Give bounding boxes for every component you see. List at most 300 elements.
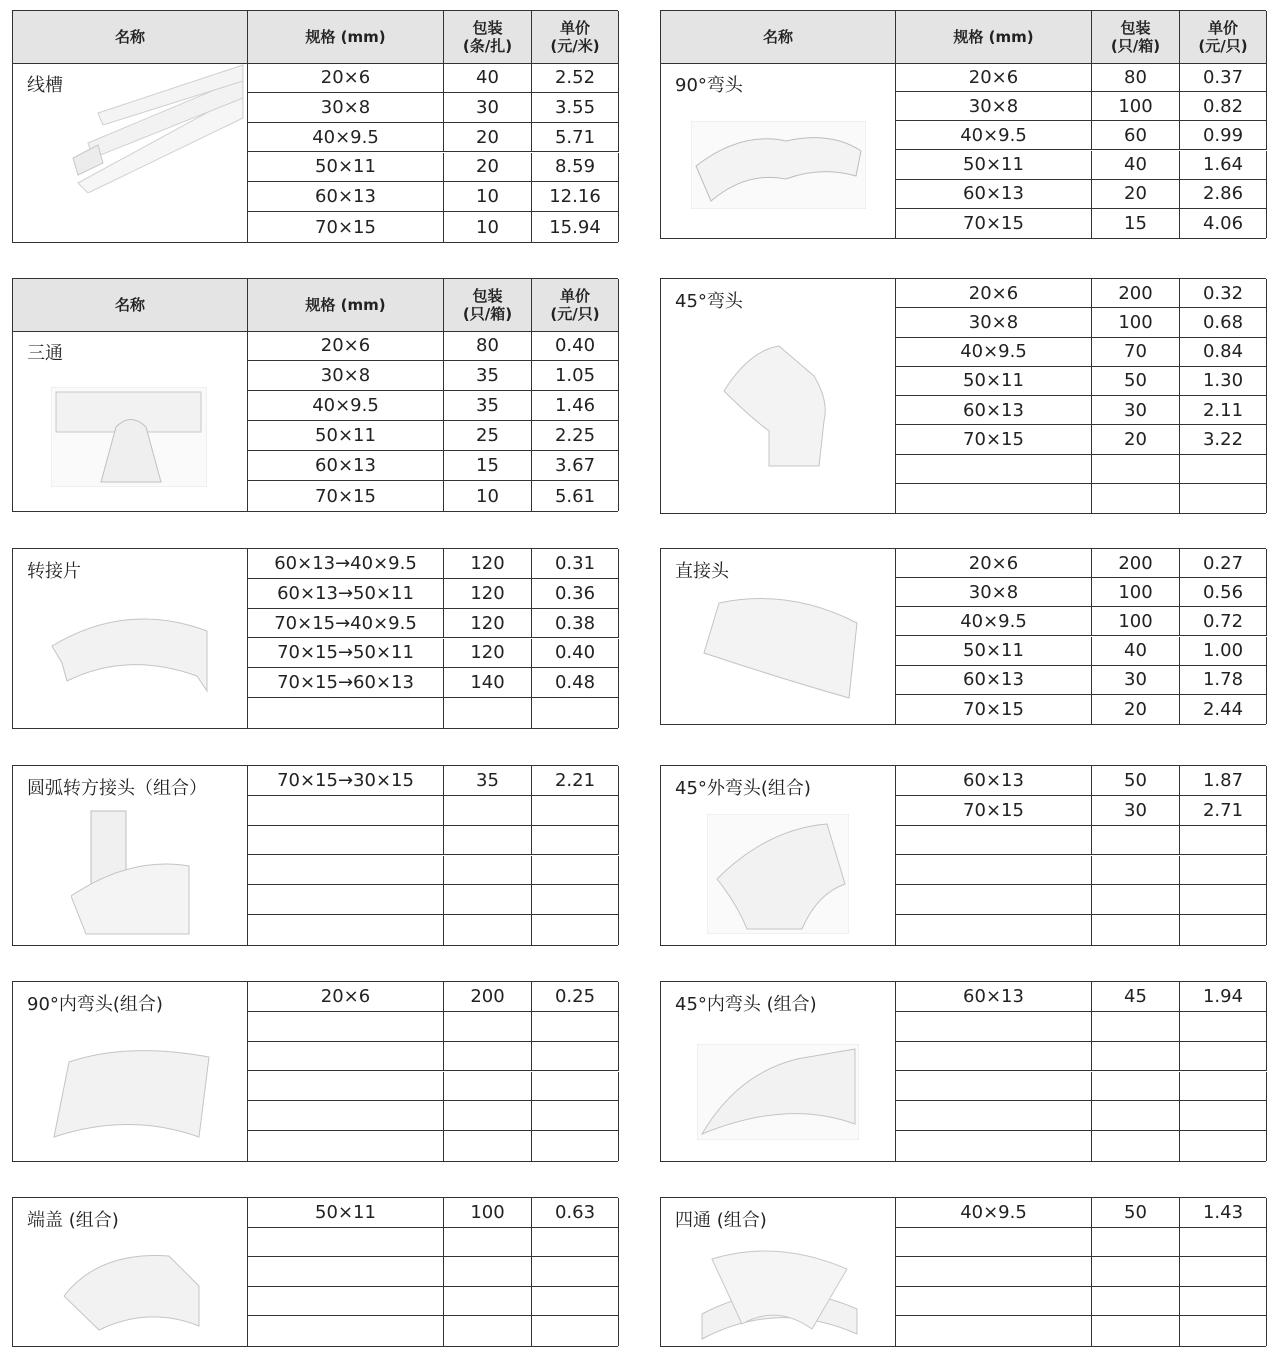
price-cell bbox=[1180, 1228, 1267, 1257]
spec-cell bbox=[896, 1257, 1092, 1286]
trunking-image bbox=[68, 63, 248, 193]
price-cell: 0.68 bbox=[1180, 308, 1267, 336]
pack-cell: 200 bbox=[1092, 279, 1180, 307]
spec-cell bbox=[248, 856, 444, 885]
spec-cell: 40×9.5 bbox=[896, 121, 1092, 149]
price-cell: 1.78 bbox=[1180, 666, 1267, 694]
price-cell bbox=[1180, 856, 1267, 885]
rows bbox=[248, 63, 619, 242]
table-row bbox=[896, 1101, 1267, 1131]
table-row bbox=[896, 367, 1267, 396]
spec-cell: 60×13 bbox=[896, 180, 1092, 208]
pack-cell bbox=[444, 1257, 532, 1286]
spec-cell: 40×9.5 bbox=[248, 391, 444, 420]
spec-cell bbox=[248, 796, 444, 825]
price-cell: 0.48 bbox=[532, 668, 619, 697]
price-cell: 0.84 bbox=[1180, 338, 1267, 366]
header-pack: 包装 (只/箱) bbox=[444, 279, 532, 331]
rows bbox=[248, 982, 619, 1161]
pack-cell bbox=[444, 1287, 532, 1316]
spec-cell bbox=[896, 1101, 1092, 1130]
price-cell: 2.11 bbox=[1180, 396, 1267, 424]
table-row bbox=[896, 1228, 1267, 1258]
table-row bbox=[896, 1287, 1267, 1317]
price-cell bbox=[532, 1072, 619, 1101]
price-cell bbox=[532, 1287, 619, 1316]
pack-cell: 30 bbox=[1092, 796, 1180, 825]
header-price: 单价 (元/只) bbox=[532, 279, 619, 331]
price-cell bbox=[1180, 1287, 1267, 1316]
pack-cell bbox=[444, 826, 532, 855]
pack-cell bbox=[1092, 1072, 1180, 1101]
rows bbox=[896, 63, 1267, 238]
table-row bbox=[896, 856, 1267, 886]
spec-cell: 30×8 bbox=[896, 308, 1092, 336]
price-cell bbox=[1180, 484, 1267, 513]
price-cell bbox=[1180, 826, 1267, 855]
product-name: 四通 (组合) bbox=[675, 1210, 767, 1231]
table-45-inner-elbow bbox=[660, 981, 1266, 1162]
pack-cell bbox=[1092, 1228, 1180, 1257]
table-header bbox=[13, 11, 619, 64]
arc-to-square-image bbox=[71, 806, 191, 936]
pack-cell: 100 bbox=[1092, 607, 1180, 635]
table-row bbox=[896, 1257, 1267, 1287]
price-cell: 2.71 bbox=[1180, 796, 1267, 825]
price-cell bbox=[532, 1228, 619, 1257]
price-cell: 0.56 bbox=[1180, 578, 1267, 606]
pack-cell bbox=[1092, 1012, 1180, 1041]
price-cell bbox=[532, 1042, 619, 1071]
price-cell: 4.06 bbox=[1180, 209, 1267, 238]
table-row bbox=[896, 885, 1267, 915]
table-adapter-piece bbox=[12, 548, 618, 729]
table-row bbox=[248, 212, 619, 242]
table-row bbox=[896, 915, 1267, 945]
product-name: 端盖 (组合) bbox=[27, 1210, 119, 1231]
spec-cell: 30×8 bbox=[896, 578, 1092, 606]
table-row bbox=[896, 796, 1267, 826]
pack-cell: 120 bbox=[444, 549, 532, 578]
spec-cell bbox=[248, 915, 444, 945]
pack-cell: 35 bbox=[444, 766, 532, 795]
pack-cell bbox=[444, 1101, 532, 1130]
pack-cell: 45 bbox=[1092, 982, 1180, 1011]
price-cell: 3.22 bbox=[1180, 425, 1267, 453]
table-row bbox=[896, 209, 1267, 238]
pack-cell bbox=[444, 1228, 532, 1257]
table-row bbox=[896, 1012, 1267, 1042]
spec-cell bbox=[248, 1101, 444, 1130]
spec-cell: 40×9.5 bbox=[896, 1198, 1092, 1227]
spec-cell bbox=[248, 1316, 444, 1346]
spec-cell bbox=[896, 1131, 1092, 1161]
table-row bbox=[248, 481, 619, 511]
table-row bbox=[248, 1072, 619, 1102]
spec-cell bbox=[248, 698, 444, 728]
table-row bbox=[248, 1316, 619, 1346]
spec-cell: 50×11 bbox=[896, 151, 1092, 179]
pack-cell: 20 bbox=[444, 123, 532, 152]
table-row bbox=[896, 1316, 1267, 1346]
price-cell bbox=[532, 1316, 619, 1346]
product-name: 90°内弯头(组合) bbox=[27, 994, 163, 1015]
table-row bbox=[248, 1042, 619, 1072]
price-cell bbox=[1180, 1101, 1267, 1130]
price-cell: 15.94 bbox=[532, 212, 619, 242]
pack-cell: 50 bbox=[1092, 1198, 1180, 1227]
table-row bbox=[896, 180, 1267, 209]
spec-cell: 70×15→30×15 bbox=[248, 766, 444, 795]
spec-cell bbox=[248, 1257, 444, 1286]
spec-cell: 40×9.5 bbox=[896, 607, 1092, 635]
table-row bbox=[248, 982, 619, 1012]
pack-cell: 70 bbox=[1092, 338, 1180, 366]
spec-cell: 60×13 bbox=[248, 451, 444, 480]
table-row bbox=[896, 826, 1267, 856]
table-row bbox=[248, 549, 619, 579]
pack-cell bbox=[444, 1131, 532, 1161]
table-row bbox=[248, 361, 619, 391]
price-cell: 0.82 bbox=[1180, 92, 1267, 120]
table-row bbox=[896, 1198, 1267, 1228]
spec-cell bbox=[896, 1316, 1092, 1346]
pack-cell: 40 bbox=[1092, 637, 1180, 665]
rows bbox=[896, 1198, 1267, 1346]
spec-cell bbox=[896, 1072, 1092, 1101]
pack-cell bbox=[444, 796, 532, 825]
price-cell bbox=[1180, 455, 1267, 483]
spec-cell: 60×13 bbox=[896, 396, 1092, 424]
price-cell: 0.40 bbox=[532, 639, 619, 668]
spec-cell: 50×11 bbox=[248, 1198, 444, 1227]
table-row bbox=[248, 63, 619, 93]
price-cell bbox=[1180, 1257, 1267, 1286]
pack-cell bbox=[1092, 1101, 1180, 1130]
table-row bbox=[248, 391, 619, 421]
rows bbox=[896, 279, 1267, 513]
table-row bbox=[896, 425, 1267, 454]
spec-cell: 20×6 bbox=[896, 279, 1092, 307]
pack-cell bbox=[1092, 455, 1180, 483]
product-name: 45°内弯头 (组合) bbox=[675, 994, 817, 1015]
rows bbox=[248, 549, 619, 728]
pack-cell: 15 bbox=[444, 451, 532, 480]
table-row bbox=[248, 451, 619, 481]
spec-cell bbox=[896, 915, 1092, 945]
table-row bbox=[896, 121, 1267, 150]
spec-cell: 70×15→40×9.5 bbox=[248, 609, 444, 638]
price-cell: 1.30 bbox=[1180, 367, 1267, 395]
spec-cell: 20×6 bbox=[896, 63, 1092, 91]
table-row bbox=[248, 885, 619, 915]
price-cell: 0.63 bbox=[532, 1198, 619, 1227]
pack-cell: 100 bbox=[444, 1198, 532, 1227]
price-cell: 2.86 bbox=[1180, 180, 1267, 208]
table-row bbox=[896, 766, 1267, 796]
spec-cell: 30×8 bbox=[248, 361, 444, 390]
pack-cell bbox=[444, 915, 532, 945]
name-cell bbox=[661, 982, 896, 1161]
spec-cell: 70×15 bbox=[248, 212, 444, 242]
table-row bbox=[248, 698, 619, 728]
pack-cell: 30 bbox=[1092, 666, 1180, 694]
header-name: 名称 bbox=[13, 279, 248, 331]
table-row bbox=[248, 1198, 619, 1228]
price-cell bbox=[1180, 915, 1267, 945]
product-name: 三通 bbox=[27, 343, 63, 364]
spec-cell: 20×6 bbox=[248, 63, 444, 92]
inner-elbow-90-image bbox=[49, 1042, 215, 1142]
table-row bbox=[248, 579, 619, 609]
pack-cell: 40 bbox=[1092, 151, 1180, 179]
pack-cell: 30 bbox=[1092, 396, 1180, 424]
price-cell bbox=[532, 885, 619, 914]
table-tee bbox=[12, 278, 618, 512]
pack-cell: 20 bbox=[444, 153, 532, 182]
pack-cell: 10 bbox=[444, 481, 532, 511]
price-cell: 0.27 bbox=[1180, 549, 1267, 577]
price-cell bbox=[532, 796, 619, 825]
header-name: 名称 bbox=[13, 11, 248, 63]
name-cell bbox=[661, 1198, 896, 1346]
pack-cell: 80 bbox=[1092, 63, 1180, 91]
table-header bbox=[661, 11, 1267, 64]
pack-cell: 25 bbox=[444, 421, 532, 450]
table-row bbox=[248, 639, 619, 669]
spec-cell: 50×11 bbox=[896, 367, 1092, 395]
pack-cell: 200 bbox=[1092, 549, 1180, 577]
pack-cell bbox=[444, 1012, 532, 1041]
price-cell bbox=[532, 826, 619, 855]
pack-cell bbox=[1092, 1316, 1180, 1346]
header-price: 单价 (元/米) bbox=[532, 11, 619, 63]
name-cell bbox=[661, 766, 896, 945]
outer-elbow-45-image bbox=[707, 814, 849, 934]
name-cell bbox=[13, 63, 248, 242]
spec-cell: 70×15 bbox=[896, 695, 1092, 724]
spec-cell: 20×6 bbox=[896, 549, 1092, 577]
adapter-piece-image bbox=[47, 601, 215, 696]
price-cell: 0.25 bbox=[532, 982, 619, 1011]
spec-cell: 60×13 bbox=[896, 982, 1092, 1011]
table-trunking bbox=[12, 10, 618, 243]
table-row bbox=[248, 1228, 619, 1258]
table-row bbox=[896, 982, 1267, 1012]
pack-cell: 30 bbox=[444, 93, 532, 122]
table-row bbox=[248, 766, 619, 796]
spec-cell bbox=[896, 484, 1092, 513]
pack-cell: 20 bbox=[1092, 180, 1180, 208]
price-cell: 1.94 bbox=[1180, 982, 1267, 1011]
spec-cell bbox=[896, 856, 1092, 885]
product-name: 45°弯头 bbox=[675, 291, 743, 312]
spec-cell: 70×15 bbox=[248, 481, 444, 511]
price-cell bbox=[1180, 1316, 1267, 1346]
rows bbox=[896, 549, 1267, 724]
pack-cell: 120 bbox=[444, 639, 532, 668]
spec-cell: 60×13 bbox=[896, 766, 1092, 795]
spec-cell bbox=[896, 885, 1092, 914]
pack-cell bbox=[1092, 1257, 1180, 1286]
product-name: 90°弯头 bbox=[675, 75, 743, 96]
price-cell: 0.99 bbox=[1180, 121, 1267, 149]
header-price: 单价 (元/只) bbox=[1180, 11, 1267, 63]
rows bbox=[248, 1198, 619, 1346]
rows bbox=[896, 982, 1267, 1161]
price-cell: 1.05 bbox=[532, 361, 619, 390]
spec-cell bbox=[896, 455, 1092, 483]
pack-cell: 20 bbox=[1092, 695, 1180, 724]
table-row bbox=[896, 396, 1267, 425]
rows bbox=[248, 766, 619, 945]
spec-cell: 60×13 bbox=[248, 182, 444, 211]
spec-cell bbox=[248, 826, 444, 855]
price-cell: 2.52 bbox=[532, 63, 619, 92]
rows bbox=[896, 766, 1267, 945]
price-cell bbox=[532, 1101, 619, 1130]
pack-cell bbox=[1092, 1131, 1180, 1161]
table-end-cap bbox=[12, 1197, 618, 1347]
price-cell: 1.46 bbox=[532, 391, 619, 420]
product-name: 圆弧转方接头（组合） bbox=[27, 778, 207, 799]
pack-cell: 35 bbox=[444, 391, 532, 420]
price-cell: 5.71 bbox=[532, 123, 619, 152]
table-row bbox=[896, 666, 1267, 695]
price-cell: 0.38 bbox=[532, 609, 619, 638]
pack-cell bbox=[1092, 1042, 1180, 1071]
pack-cell: 100 bbox=[1092, 578, 1180, 606]
pack-cell: 15 bbox=[1092, 209, 1180, 238]
table-row bbox=[896, 92, 1267, 121]
spec-cell: 70×15 bbox=[896, 796, 1092, 825]
table-row bbox=[248, 123, 619, 153]
header-pack: 包装 (条/扎) bbox=[444, 11, 532, 63]
spec-cell bbox=[248, 1131, 444, 1161]
table-row bbox=[248, 915, 619, 945]
name-cell bbox=[13, 982, 248, 1161]
pack-cell: 80 bbox=[444, 331, 532, 360]
pack-cell bbox=[1092, 915, 1180, 945]
pack-cell: 140 bbox=[444, 668, 532, 697]
table-row bbox=[896, 63, 1267, 92]
spec-cell bbox=[248, 1012, 444, 1041]
pack-cell bbox=[444, 1316, 532, 1346]
table-row bbox=[248, 1012, 619, 1042]
table-cross bbox=[660, 1197, 1266, 1347]
table-row bbox=[248, 1101, 619, 1131]
price-cell bbox=[1180, 1042, 1267, 1071]
price-cell: 0.36 bbox=[532, 579, 619, 608]
table-arc-to-square bbox=[12, 765, 618, 946]
table-row bbox=[248, 826, 619, 856]
table-row bbox=[248, 668, 619, 698]
straight-connector-image bbox=[699, 593, 859, 703]
table-row bbox=[896, 1042, 1267, 1072]
spec-cell bbox=[248, 1072, 444, 1101]
pack-cell: 40 bbox=[444, 63, 532, 92]
name-cell bbox=[13, 549, 248, 728]
pack-cell bbox=[444, 698, 532, 728]
name-cell bbox=[661, 279, 896, 513]
spec-cell bbox=[896, 826, 1092, 855]
pack-cell: 10 bbox=[444, 182, 532, 211]
product-name: 线槽 bbox=[27, 75, 63, 96]
price-cell: 2.44 bbox=[1180, 695, 1267, 724]
pack-cell: 100 bbox=[1092, 92, 1180, 120]
table-row bbox=[896, 151, 1267, 180]
spec-cell: 30×8 bbox=[248, 93, 444, 122]
rows bbox=[248, 331, 619, 511]
spec-cell: 70×15→50×11 bbox=[248, 639, 444, 668]
price-cell: 2.21 bbox=[532, 766, 619, 795]
spec-cell bbox=[248, 1228, 444, 1257]
spec-cell: 60×13→50×11 bbox=[248, 579, 444, 608]
table-row bbox=[248, 609, 619, 639]
spec-cell bbox=[896, 1012, 1092, 1041]
spec-cell: 40×9.5 bbox=[896, 338, 1092, 366]
price-cell bbox=[1180, 1131, 1267, 1161]
pack-cell bbox=[1092, 826, 1180, 855]
table-90-inner-elbow bbox=[12, 981, 618, 1162]
price-cell: 0.72 bbox=[1180, 607, 1267, 635]
cross-image bbox=[697, 1234, 861, 1344]
table-row bbox=[248, 93, 619, 123]
table-row bbox=[896, 1072, 1267, 1102]
table-row bbox=[248, 153, 619, 183]
spec-cell: 20×6 bbox=[248, 331, 444, 360]
price-cell: 12.16 bbox=[532, 182, 619, 211]
price-cell bbox=[532, 698, 619, 728]
price-cell bbox=[532, 915, 619, 945]
spec-cell bbox=[248, 1287, 444, 1316]
pack-cell: 120 bbox=[444, 579, 532, 608]
table-row bbox=[896, 279, 1267, 308]
pack-cell bbox=[1092, 1287, 1180, 1316]
spec-cell: 60×13 bbox=[896, 666, 1092, 694]
pack-cell bbox=[444, 1042, 532, 1071]
pack-cell: 200 bbox=[444, 982, 532, 1011]
pack-cell: 60 bbox=[1092, 121, 1180, 149]
inner-elbow-45-image bbox=[697, 1044, 859, 1140]
table-row bbox=[248, 856, 619, 886]
price-cell bbox=[532, 1257, 619, 1286]
price-cell: 0.37 bbox=[1180, 63, 1267, 91]
table-45-outer-elbow bbox=[660, 765, 1266, 946]
table-row bbox=[248, 1257, 619, 1287]
name-cell bbox=[13, 1198, 248, 1346]
spec-cell: 60×13→40×9.5 bbox=[248, 549, 444, 578]
table-row bbox=[896, 338, 1267, 367]
price-cell: 1.43 bbox=[1180, 1198, 1267, 1227]
name-cell bbox=[661, 549, 896, 724]
table-row bbox=[896, 1131, 1267, 1161]
header-spec: 规格 (mm) bbox=[248, 11, 444, 63]
product-name: 45°外弯头(组合) bbox=[675, 778, 811, 799]
name-cell bbox=[13, 331, 248, 511]
pack-cell: 50 bbox=[1092, 766, 1180, 795]
pack-cell bbox=[444, 885, 532, 914]
price-cell: 3.67 bbox=[532, 451, 619, 480]
table-row bbox=[896, 578, 1267, 607]
elbow-45-image bbox=[719, 341, 839, 469]
price-cell bbox=[1180, 1072, 1267, 1101]
table-90-elbow bbox=[660, 10, 1266, 239]
pack-cell: 10 bbox=[444, 212, 532, 242]
table-row bbox=[896, 549, 1267, 578]
price-cell: 8.59 bbox=[532, 153, 619, 182]
spec-cell: 40×9.5 bbox=[248, 123, 444, 152]
